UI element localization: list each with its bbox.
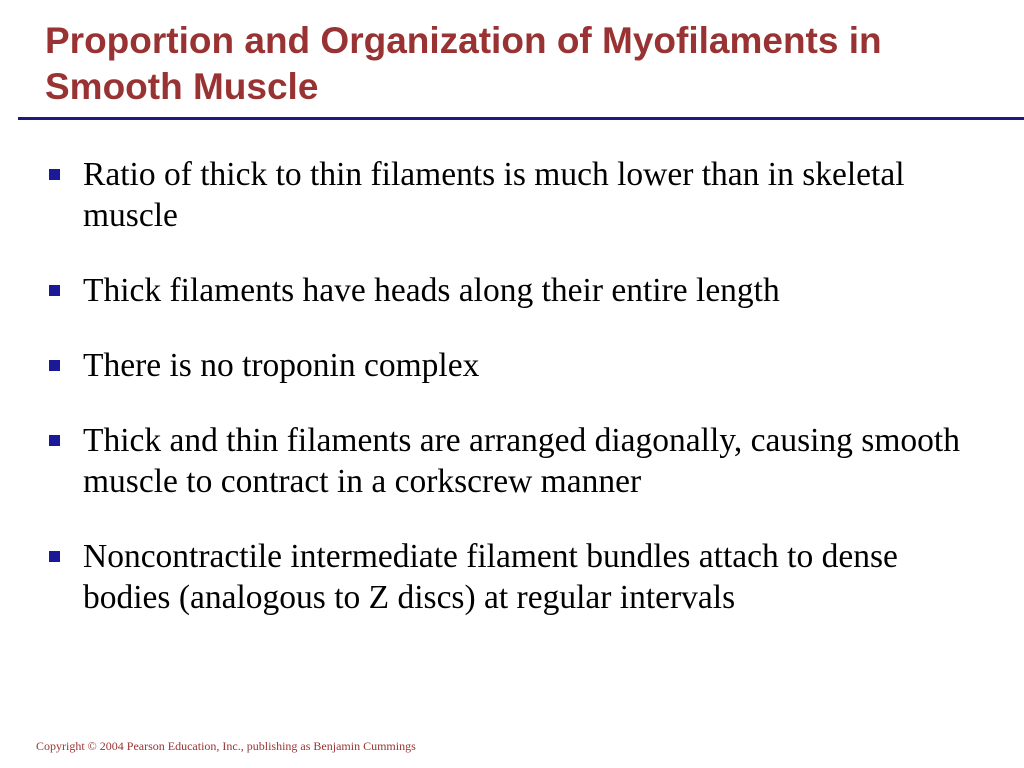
bullet-item: [45, 536, 975, 618]
bullet-item: [45, 345, 975, 386]
bullet-text: Thick filaments have heads along their entire length: [83, 272, 780, 309]
square-bullet-icon: [49, 435, 60, 446]
square-bullet-icon: [49, 169, 60, 180]
copyright-notice: Copyright © 2004 Pearson Education, Inc., publishing as Benjamin Cummings: [36, 739, 416, 753]
bullet-text: There is no troponin complex: [83, 347, 480, 384]
bullet-item: [45, 270, 975, 311]
slide-title: Proportion and Organization of Myofilaments in Smooth Muscle: [45, 20, 882, 107]
bullet-text: Thick and thin filaments are arranged diagonally, causing smooth muscle to contract in a corkscrew manner: [83, 422, 960, 500]
bullet-text: Noncontractile intermediate filament bundles attach to dense bodies (analogous to Z discs) at regular intervals: [83, 538, 898, 616]
title-divider: [18, 117, 1024, 120]
bullet-text: Ratio of thick to thin filaments is much lower than in skeletal muscle: [83, 156, 905, 234]
bullet-list: [45, 154, 975, 618]
bullet-item: [45, 154, 975, 236]
square-bullet-icon: [49, 551, 60, 562]
square-bullet-icon: [49, 360, 60, 371]
bullet-item: [45, 420, 975, 502]
square-bullet-icon: [49, 285, 60, 296]
